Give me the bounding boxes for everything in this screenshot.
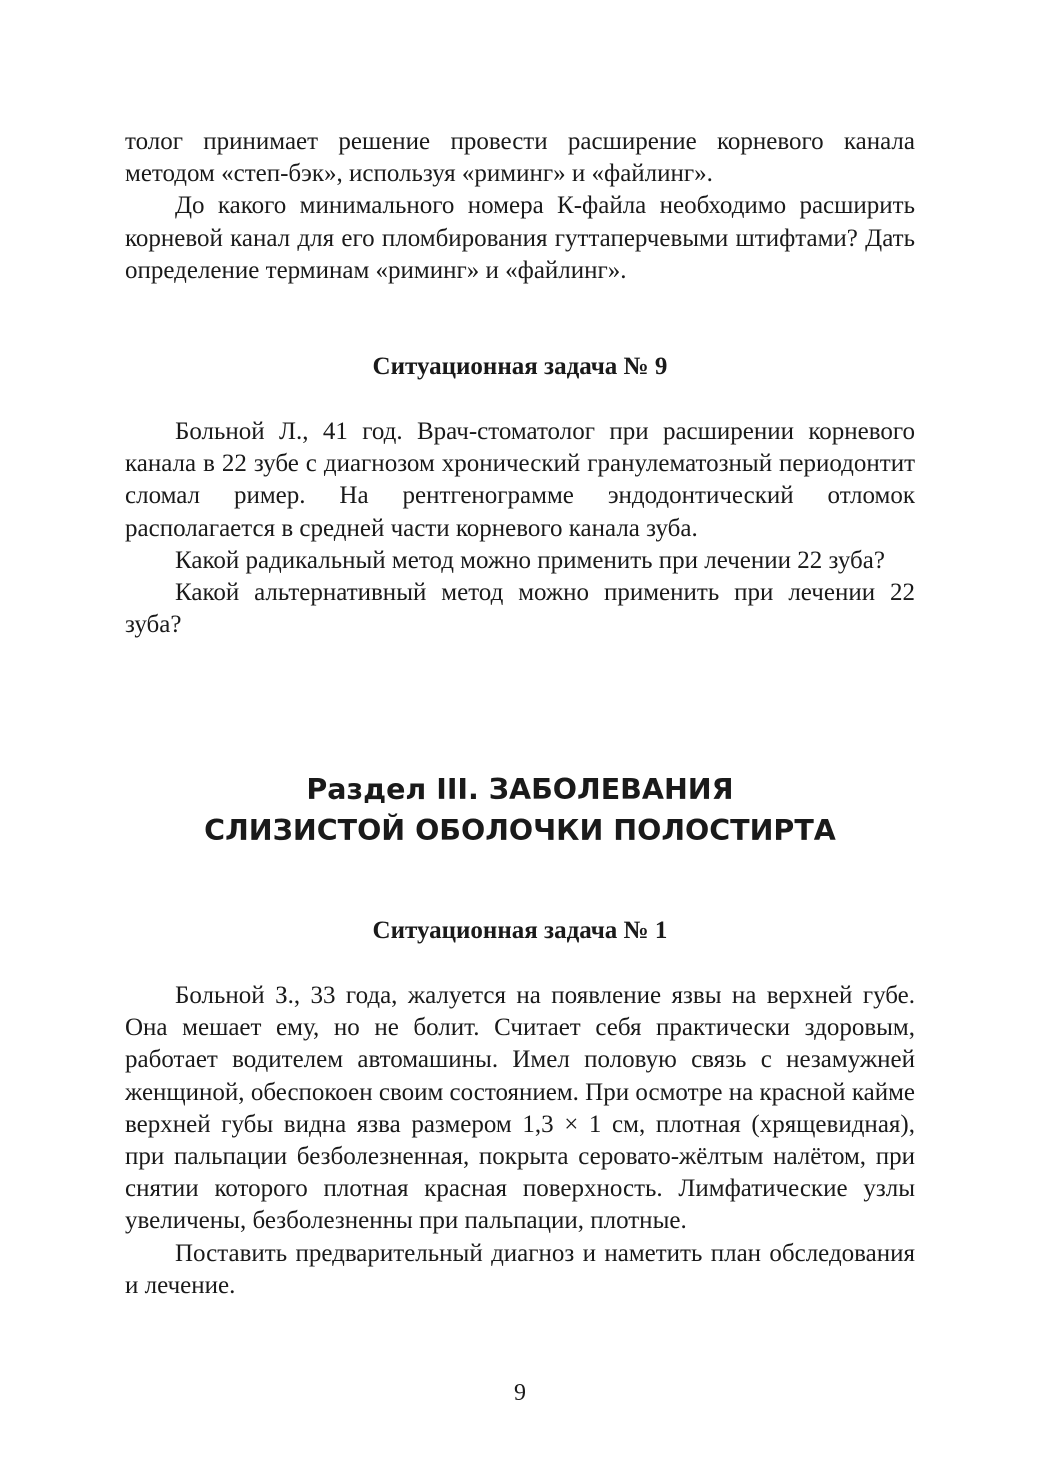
task-1-heading: Ситуационная задача № 1 xyxy=(372,917,668,944)
task-9-heading: Ситуационная задача № 9 xyxy=(372,353,668,380)
continuation-paragraph: толог принимает решение провести расширение корневого канала методом «степ-бэк», используя «риминг» и «файлинг». xyxy=(125,128,915,188)
section-title-line-2: СЛИЗИСТОЙ ОБОЛОЧКИ ПОЛОСТИРТА xyxy=(204,814,836,847)
question-paragraph: До какого минимального номера К-файла необходимо расширить корневой канал для его пломбирования гуттаперчевыми штифтами? Дать определение терминам «риминг» и «файлинг». xyxy=(125,192,915,284)
section-title-line-1: Раздел III. ЗАБОЛЕВАНИЯ xyxy=(306,773,734,806)
section-title xyxy=(125,769,915,851)
task-9-paragraph-1: Больной Л., 41 год. Врач-стоматолог при расширении корневого канала в 22 зубе с диагнозом хронический гранулематозный периодонтит сломал ример. На рентгенограмме эндодонтический отломок располагается в средней части корневого канала зуба. xyxy=(125,418,915,542)
task-1-paragraph-1: Больной З., 33 года, жалуется на появление язвы на верхней губе. Она мешает ему, но не болит. Считает себя практически здоровым, работает водителем автомашины. Имел половую связь с незамужней женщиной, обеспокоен своим состоянием. При осмотре на красной кайме верхней губы видна язва размером 1,3 × 1 см, плотная (хрящевидная), при пальпации безболезненная, покрыта серовато-жёлтым налётом, при снятии которого плотная красная поверхность. Лимфатические узлы увеличены, безболезненны при пальпации, плотные. xyxy=(125,982,915,1235)
task-9-paragraph-3: Какой альтернативный метод можно применить при лечении 22 зуба? xyxy=(125,579,915,639)
top-text-block xyxy=(125,126,915,287)
task-1-paragraph-2: Поставить предварительный диагноз и наметить план обследования и лечение. xyxy=(125,1239,915,1299)
page-number: 9 xyxy=(514,1380,526,1406)
task-9-body xyxy=(125,416,915,641)
task-9-paragraph-2: Какой радикальный метод можно применить при лечении 22 зуба? xyxy=(175,546,885,574)
task-1-body xyxy=(125,980,915,1302)
